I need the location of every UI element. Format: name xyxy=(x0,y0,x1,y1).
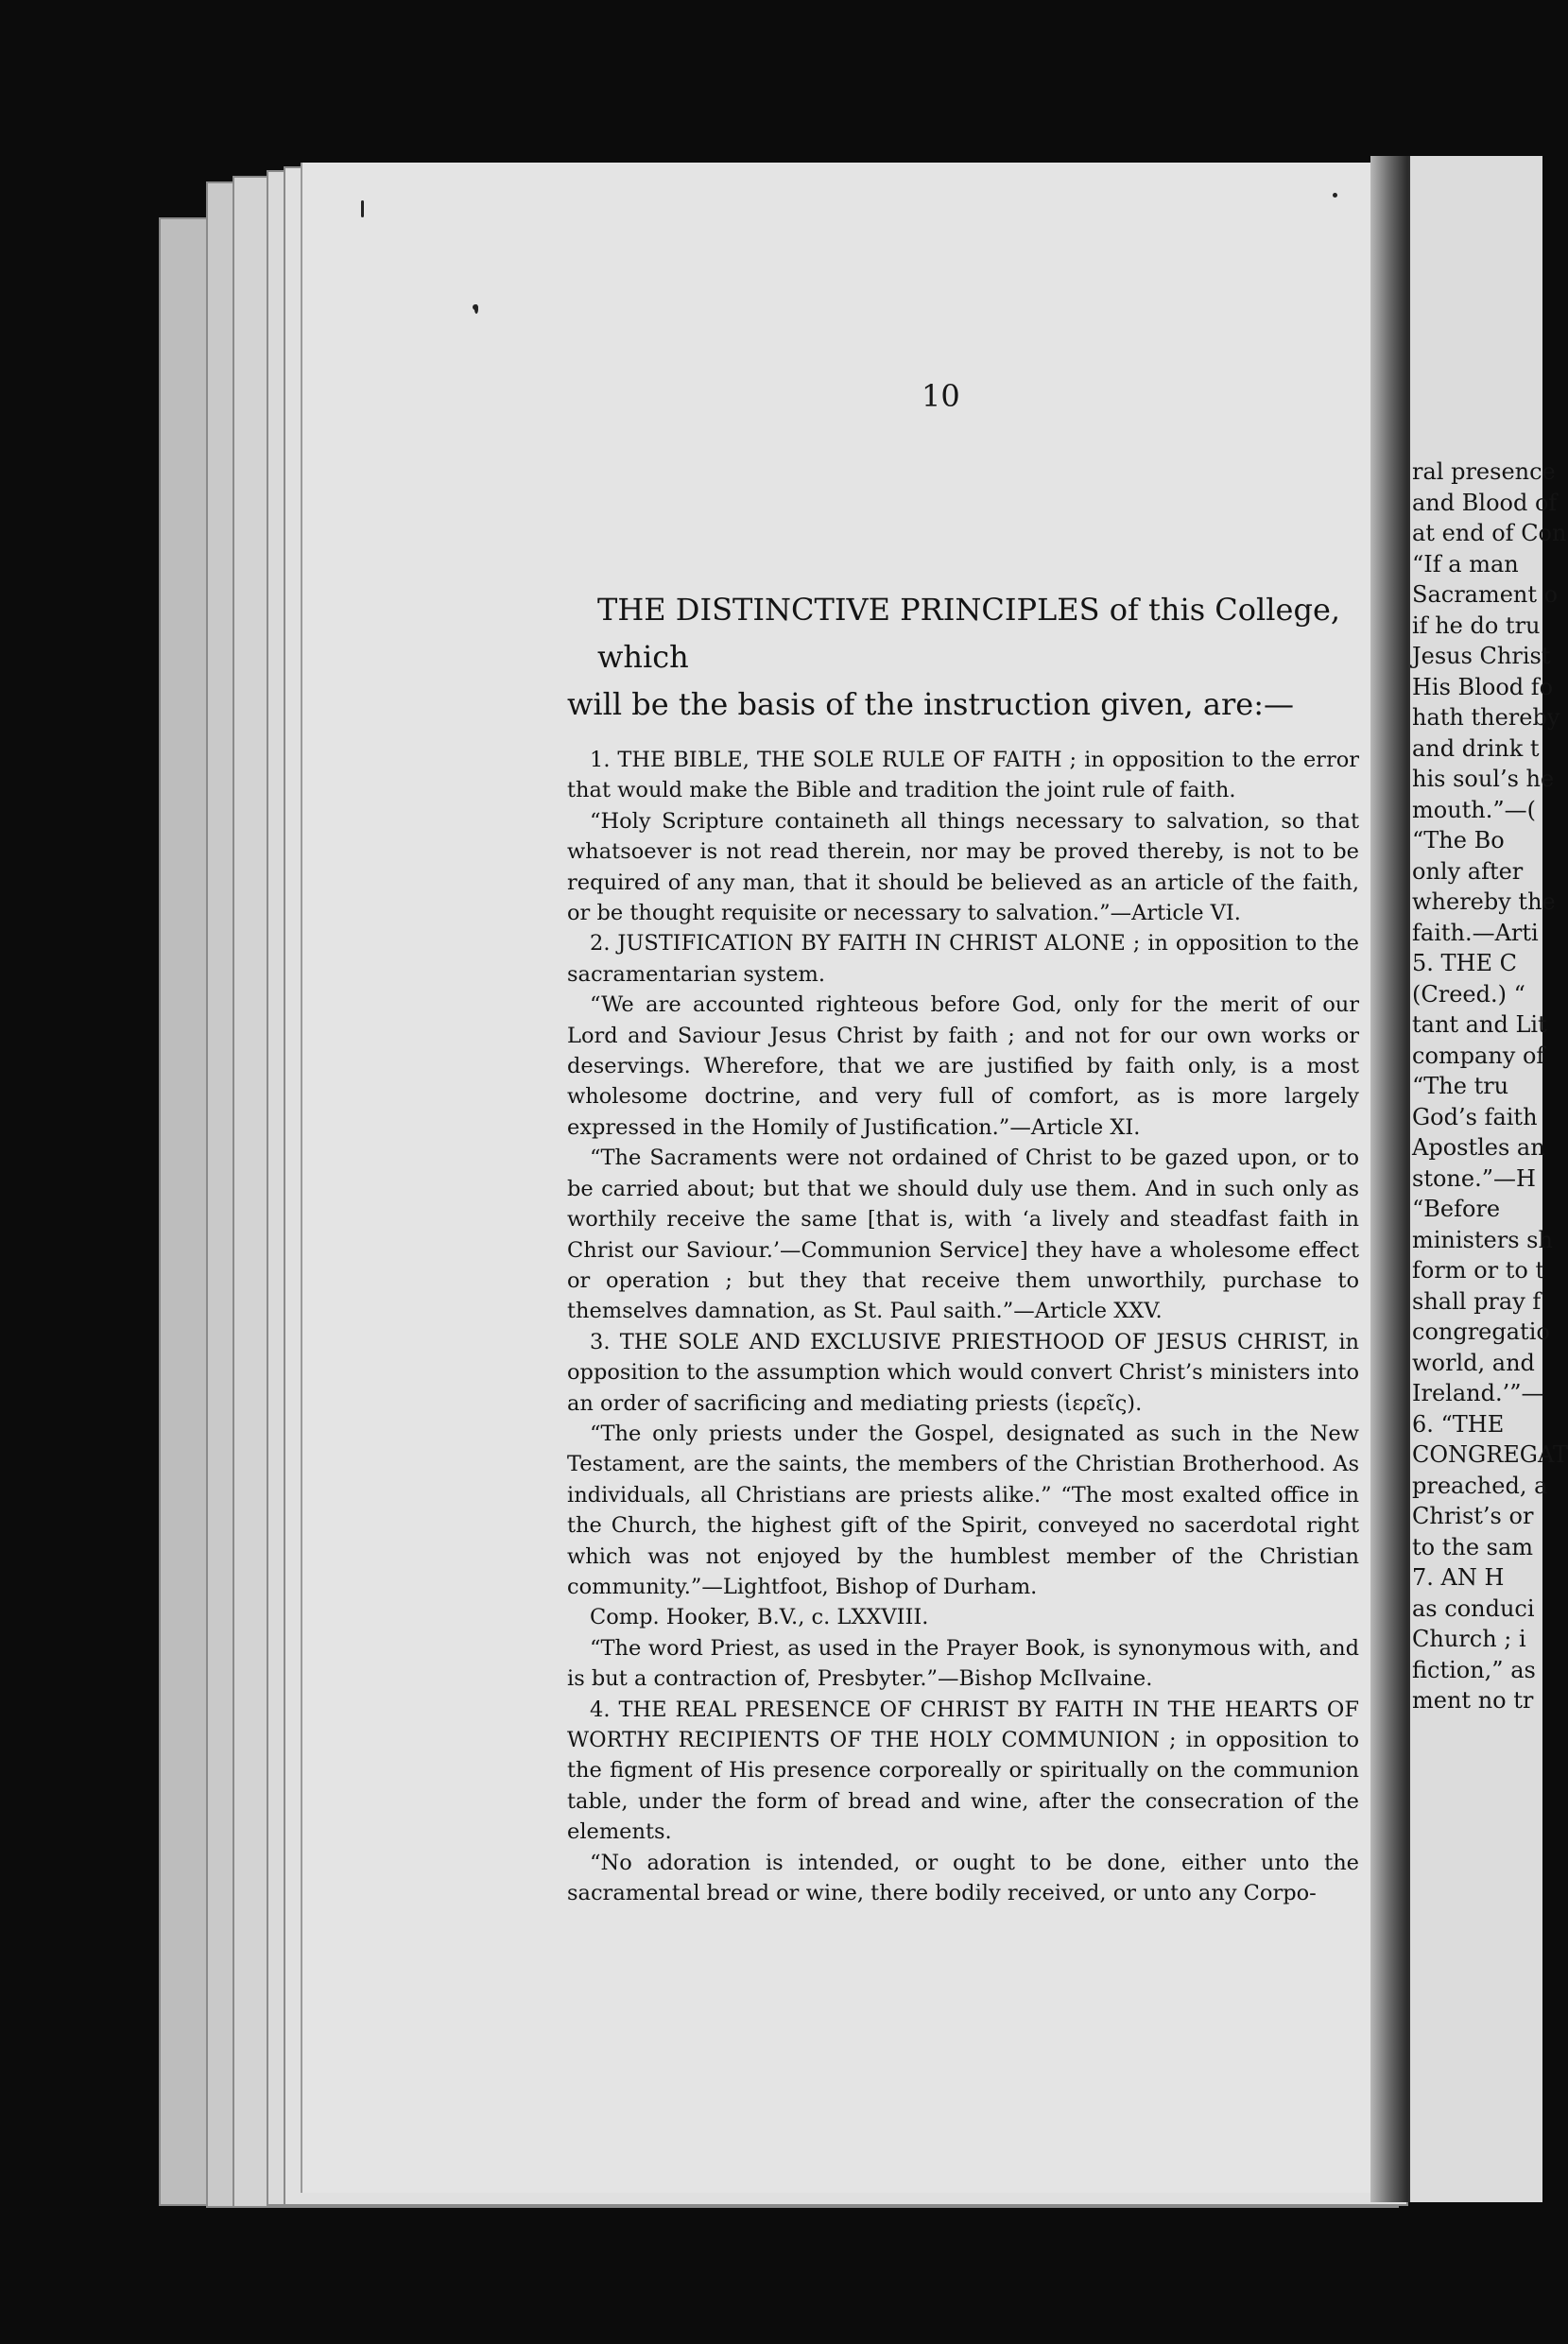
right-page-line: ment no tr xyxy=(1412,1687,1534,1714)
right-page-line: God’s faith xyxy=(1412,1103,1538,1130)
right-page-line: “If a man xyxy=(1412,550,1519,577)
right-page-line: 6. “THE xyxy=(1412,1410,1505,1438)
right-page-line: (Creed.) “ xyxy=(1412,980,1525,1008)
right-page-line: and drink t xyxy=(1412,734,1540,762)
principle-3: 3. THE SOLE AND EXCLUSIVE PRIESTHOOD OF JESUS CHRIST, in opposition to the assumption which would convert Christ’s ministers into an order of sacrificing and mediating priests (ἱερεῖς). xyxy=(567,1329,1359,1416)
quote-adoration: “No adoration is intended, or ought to be done, either unto the sacramental bread or wine, there bodily received, or unto any Corpo- xyxy=(567,1850,1359,1906)
main-text-column xyxy=(567,586,1370,1908)
right-page-line: His Blood fo xyxy=(1412,673,1554,700)
right-page-line: and Blood of xyxy=(1412,489,1558,516)
right-page-line: Jesus Christ xyxy=(1412,643,1551,669)
speck-mark xyxy=(473,304,478,310)
right-page-line: hath thereby xyxy=(1412,704,1560,731)
right-page-line: Church ; i xyxy=(1412,1626,1526,1652)
right-page-line: “The Bo xyxy=(1412,827,1505,853)
quote-article-xxv: “The Sacraments were not ordained of Christ to be gazed upon, or to be carried about; but that we should duly use them. And in such only as worthily receive the same [that is, with ‘a lively and steadfast faith in Christ our Saviour.’—Communion Service] they have a wholesome effect or operation ; but they that receive them unworthily, purchase to themselves damnation, as St. Paul saith.”—Article XXV. xyxy=(567,1146,1359,1324)
speck-mark xyxy=(361,200,364,217)
right-page-line: “The tru xyxy=(1412,1073,1509,1099)
page-number: 10 xyxy=(922,378,960,414)
right-page-line: world, and xyxy=(1412,1349,1535,1376)
right-page-line: stone.”—H xyxy=(1412,1164,1536,1192)
right-page-line: preached, a xyxy=(1412,1472,1548,1499)
heading-line-2: will be the basis of the instruction given, are:— xyxy=(567,686,1294,722)
right-page-line: as conduci xyxy=(1412,1594,1535,1622)
right-page-line: if he do tru xyxy=(1412,612,1541,639)
right-page-line: 7. AN H xyxy=(1412,1564,1505,1591)
right-page-line: form or to t xyxy=(1412,1257,1545,1284)
right-page xyxy=(1410,156,1568,2202)
principle-1: 1. THE BIBLE, THE SOLE RULE OF FAITH ; in opposition to the error that would make the Bible and tradition the joint rule of faith. xyxy=(567,748,1359,803)
speck-mark xyxy=(1333,193,1337,198)
right-page-line: ral presence xyxy=(1412,458,1556,485)
right-page-line: “Before xyxy=(1412,1196,1501,1222)
quote-mcilvaine: “The word Priest, as used in the Prayer Book, is synonymous with, and is but a contraction of, Presbyter.”—Bishop McIlvaine. xyxy=(567,1635,1359,1692)
principles-heading xyxy=(567,586,1370,728)
right-page-line: congregatio xyxy=(1412,1318,1550,1345)
heading-line-1: THE DISTINCTIVE PRINCIPLES of this College, which xyxy=(597,592,1341,675)
principle-4: 4. THE REAL PRESENCE OF CHRIST BY FAITH IN THE HEARTS OF WORTHY RECIPIENTS OF THE HOLY COMMUNION ; in opposition to the figment of His presence corporeally or spiritually on the communion table, under the form of bread and wine, after the consecration of the elements. xyxy=(567,1697,1359,1845)
quote-lightfoot: “The only priests under the Gospel, designated as such in the New Testament, are the saints, the members of the Christian Brotherhood. As individuals, all Christians are priests alike.” “The most exalted office in the Church, the highest gift of the Spirit, conveyed no sacerdotal right which was not enjoyed by the humblest member of the Christian community.”—Lightfoot, Bishop of Durham. xyxy=(567,1421,1359,1599)
hooker-reference: Comp. Hooker, B.V., c. LXXVIII. xyxy=(590,1605,929,1630)
right-page-line: faith.—Arti xyxy=(1412,919,1539,946)
quote-article-vi: “Holy Scripture containeth all things necessary to salvation, so that whatsoever is not read therein, nor may be proved thereby, is not to be required of any man, that it should be believed as an article of the faith, or be thought requisite or necessary to salvation.”—Article VI. xyxy=(567,808,1359,926)
right-page-line: 5. THE C xyxy=(1412,950,1517,976)
right-page-line: Ireland.’”— xyxy=(1412,1380,1544,1406)
right-page-line: at end of Con xyxy=(1412,520,1567,546)
right-page-line: only after xyxy=(1412,857,1524,885)
right-page-line: Christ’s or xyxy=(1412,1503,1534,1529)
quote-article-xi: “We are accounted righteous before God, only for the merit of our Lord and Saviour Jesus Christ by faith ; and not for our own works or deservings. Wherefore, that we are justified by faith only, is a most wholesome doctrine, and very full of comfort, as is more largely expressed in the Homily of Justification.”—Article XI. xyxy=(567,992,1359,1140)
principle-2: 2. JUSTIFICATION BY FAITH IN CHRIST ALONE ; in opposition to the sacramentarian system. xyxy=(567,931,1359,987)
right-page-line: shall pray f xyxy=(1412,1287,1542,1315)
right-page-line: to the sam xyxy=(1412,1533,1534,1560)
right-page-line: tant and Lit xyxy=(1412,1011,1547,1038)
right-page-line: mouth.”—( xyxy=(1412,796,1537,823)
right-page-line: Apostles an xyxy=(1412,1134,1545,1161)
right-page-line: his soul’s he xyxy=(1412,766,1555,792)
right-page-line: Sacrament o xyxy=(1412,581,1559,608)
right-page-line: whereby the xyxy=(1412,888,1556,915)
right-page-line: ministers sh xyxy=(1412,1226,1553,1253)
right-page-line: CONGREGAT xyxy=(1412,1441,1568,1468)
right-page-line: fiction,” as xyxy=(1412,1656,1536,1683)
right-page-line: company of xyxy=(1412,1042,1545,1069)
